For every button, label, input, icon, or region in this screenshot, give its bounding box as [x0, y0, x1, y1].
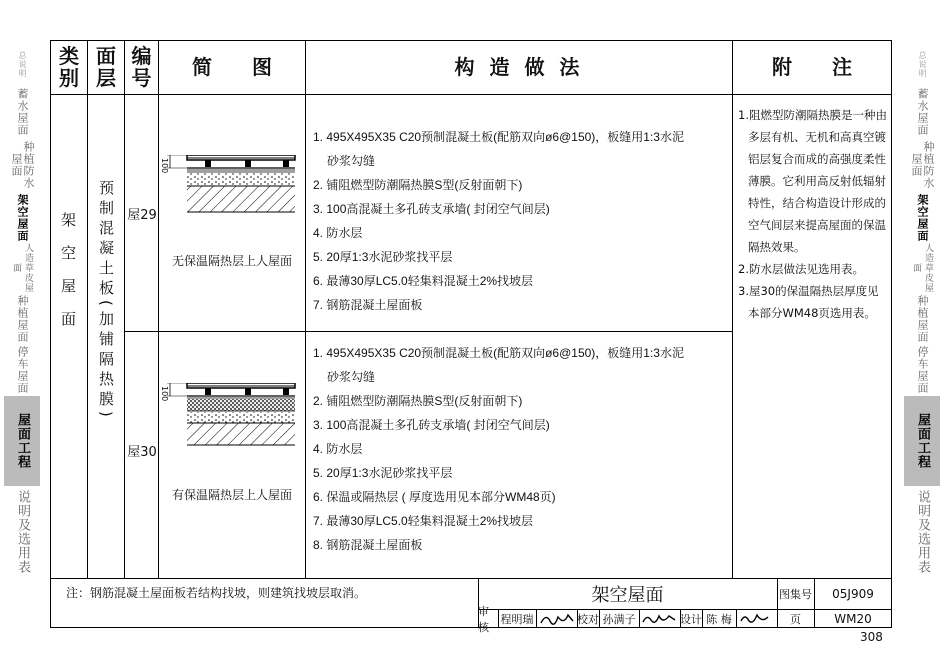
- caption-roof-30: 有保温隔热层上人屋面: [171, 488, 292, 502]
- checker-signature: [641, 611, 679, 627]
- checker-name: 孙满子: [602, 613, 636, 626]
- side-tab-planting-waterproof[interactable]: 种植防水屋面: [10, 141, 35, 189]
- step-line: 8. 钢筋混凝土屋面板: [313, 537, 423, 552]
- side-tab-water-roof-right[interactable]: 蓄水屋面: [916, 88, 929, 136]
- step-line: 7. 钢筋混凝土屋面板: [313, 297, 423, 312]
- note-line: 空气间层来提高屋面的保温: [748, 218, 886, 232]
- check-label: 校对: [577, 613, 599, 626]
- step-line: 3. 100高混凝土多孔砖支承墙( 封闭空气间层): [313, 417, 550, 432]
- designer-signature: [738, 611, 774, 627]
- note-line: 1.阻燃型防潮隔热膜是一种由: [738, 108, 887, 122]
- side-tab-roof-engineering[interactable]: 屋面工程: [4, 396, 40, 486]
- review-label: 审核: [478, 605, 489, 634]
- header-notes: 附 注: [772, 55, 852, 79]
- step-line: 1. 495X495X35 C20预制混凝土板(配筋双向ø6@150)，板缝用1:3水泥: [313, 129, 684, 144]
- side-tab-artificial-turf[interactable]: 人造草皮屋面: [11, 243, 33, 293]
- right-side-nav: [900, 40, 944, 580]
- side-tab-roof-engineering-right[interactable]: 屋面工程: [904, 396, 940, 486]
- note-line: 2.防水层做法见选用表。: [738, 262, 864, 276]
- note-line: 薄膜。它利用高反射低辐射: [748, 174, 886, 188]
- col-divider-1: [87, 40, 88, 578]
- step-line: 5. 20厚1:3水泥砂浆找平层: [313, 249, 453, 264]
- step-line: 6. 保温或隔热层 ( 厚度选用见本部分WM48页): [313, 489, 556, 504]
- reviewer-name: 程明瑞: [500, 613, 534, 626]
- note-line: 本部分WM48页选用表。: [748, 306, 876, 320]
- atlas-label: 图集号: [779, 587, 812, 601]
- step-line: 1. 495X495X35 C20预制混凝土板(配筋双向ø6@150)，板缝用1:3水泥: [313, 345, 684, 360]
- page-number: 308: [860, 630, 883, 644]
- note-line: 多层有机、无机和高真空镀: [748, 130, 886, 144]
- category-value: 架空屋面: [59, 212, 77, 344]
- side-tab-water-roof[interactable]: 蓄水屋面: [16, 88, 29, 136]
- step-line: 3. 100高混凝土多孔砖支承墙( 封闭空气间层): [313, 201, 550, 216]
- page-label: 页: [790, 613, 801, 626]
- side-tab-planting-roof[interactable]: 种植屋面: [16, 295, 29, 343]
- surface-value: 预制混凝土板(加铺隔热膜): [97, 180, 115, 422]
- row-divider: [124, 331, 732, 332]
- header-sketch: 简 图: [192, 55, 272, 79]
- steps-roof-29: [313, 124, 729, 316]
- dim-label-1: 100: [160, 158, 169, 174]
- row-id-2: 屋30: [127, 445, 157, 460]
- step-line: 2. 铺阻燃型防潮隔热膜S型(反射面朝下): [313, 393, 523, 408]
- step-line: 砂浆勾缝: [327, 369, 376, 384]
- step-line: 5. 20厚1:3水泥砂浆找平层: [313, 465, 453, 480]
- header-number: 编号: [131, 44, 152, 90]
- steps-roof-30: [313, 340, 729, 556]
- footer-sub-5: [639, 609, 640, 628]
- footer-divider: [50, 578, 892, 579]
- footer-note: 注：钢筋混凝土屋面板若结构找坡，则建筑找坡层取消。: [66, 586, 367, 600]
- note-line: 3.屋30的保温隔热层厚度见: [738, 284, 879, 298]
- col-divider-5: [732, 40, 733, 578]
- caption-roof-29: 无保温隔热层上人屋面: [171, 254, 292, 268]
- reviewer-signature: [538, 611, 576, 627]
- side-tab-planting-waterproof-right[interactable]: 种植防水屋面: [910, 141, 935, 189]
- atlas-value: 05J909: [832, 586, 874, 601]
- dim-label-2: 100: [160, 386, 169, 402]
- step-line: 2. 铺阻燃型防潮隔热膜S型(反射面朝下): [313, 177, 523, 192]
- side-tab-general-right[interactable]: 总说明: [918, 50, 927, 78]
- col-divider-3: [158, 40, 159, 578]
- footer-sub-8: [736, 609, 737, 628]
- col-divider-4: [305, 40, 306, 578]
- side-tab-overhead-roof[interactable]: 架空屋面: [16, 194, 29, 242]
- note-line: 隔热效果。: [748, 240, 806, 254]
- design-label: 设计: [680, 613, 702, 626]
- note-line: 铝层复合而成的高强度柔性: [748, 152, 886, 166]
- side-tab-overhead-roof-right[interactable]: 架空屋面: [916, 194, 929, 242]
- step-line: 砂浆勾缝: [327, 153, 376, 168]
- left-side-nav: [2, 40, 42, 580]
- side-tab-planting-roof-right[interactable]: 种植屋面: [916, 295, 929, 343]
- step-line: 4. 防水层: [313, 441, 363, 456]
- row-id-1: 屋29: [127, 208, 157, 223]
- side-tab-parking-roof[interactable]: 停车屋面: [16, 346, 29, 394]
- header-surface: 面层: [96, 44, 116, 90]
- notes-block: [738, 104, 890, 324]
- drawing-title: 架空屋面: [591, 585, 664, 606]
- header-divider: [50, 94, 892, 95]
- step-line: 4. 防水层: [313, 225, 363, 240]
- side-tab-selection-table-right[interactable]: 说明及选用表: [915, 490, 930, 574]
- note-line: 特性，结合构造设计形成的: [748, 196, 886, 210]
- step-line: 7. 最薄30厚LC5.0轻集料混凝土2%找坡层: [313, 513, 534, 528]
- col-divider-2: [124, 40, 125, 578]
- sketch-roof-30: [165, 383, 305, 458]
- header-method: 构 造 做 法: [454, 55, 584, 79]
- sketch-roof-29: [165, 155, 305, 230]
- page-value: WM20: [834, 612, 872, 626]
- step-line: 6. 最薄30厚LC5.0轻集料混凝土2%找坡层: [313, 273, 534, 288]
- side-tab-selection-table[interactable]: 说明及选用表: [15, 490, 30, 574]
- side-tab-artificial-turf-right[interactable]: 人造草皮屋面: [911, 243, 933, 293]
- side-tab-parking-roof-right[interactable]: 停车屋面: [916, 346, 929, 394]
- side-tab-general[interactable]: 总说明: [18, 50, 27, 78]
- designer-name: 陈 梅: [706, 613, 732, 626]
- footer-sub-2: [536, 609, 537, 628]
- header-category: 类别: [59, 44, 79, 90]
